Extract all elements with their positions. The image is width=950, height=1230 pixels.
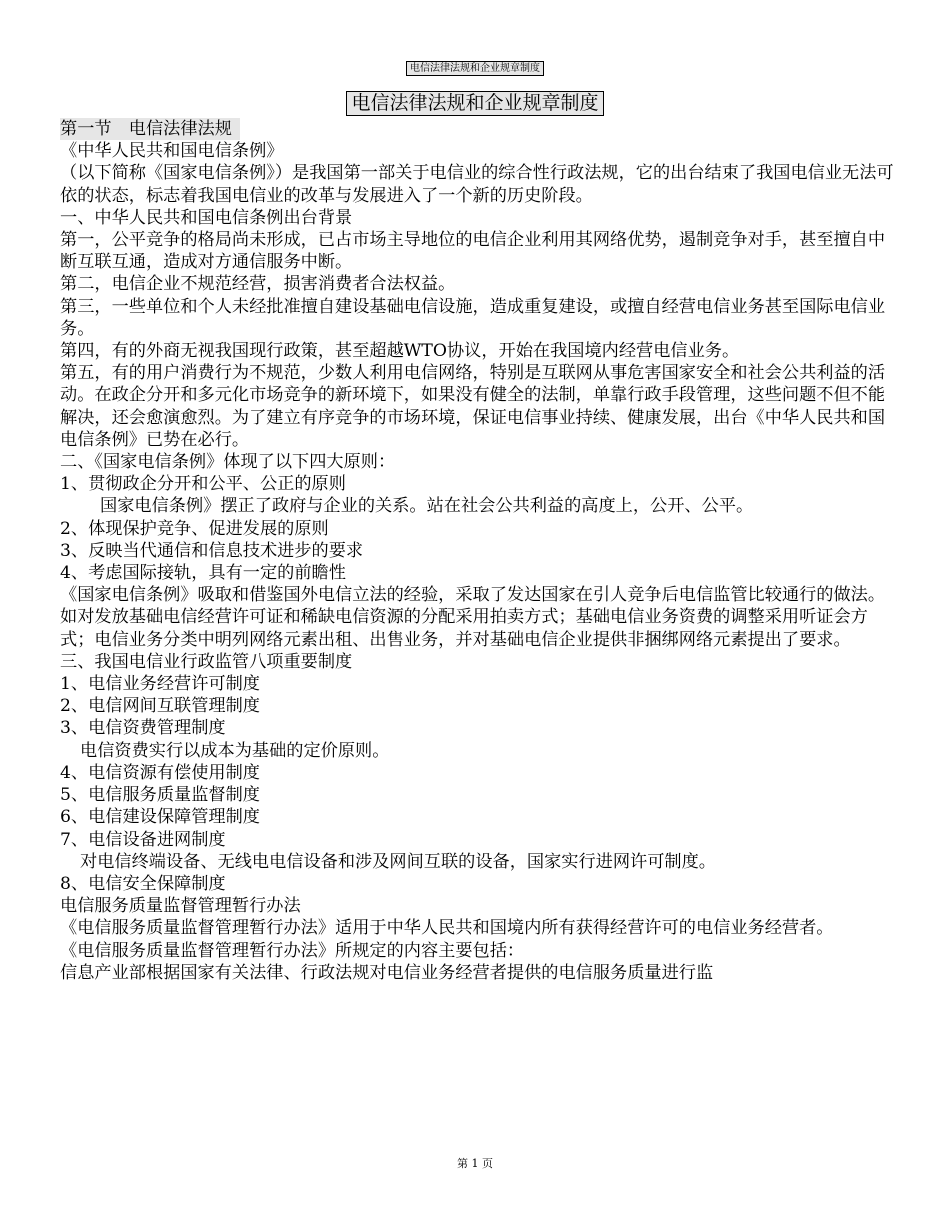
paragraph-fifth: 第五，有的用户消费行为不规范，少数人利用电信网络，特别是互联网从事危害国家安全和社会公共利益的活动。在政企分开和多元化市场竞争的新环境下，如果没有健全的法制，单靠行政手段管理，这些问题不但不能解决，还会愈演愈烈。为了建立有序竞争的市场环境，保证电信事业持续、健康发展，出台《中华人民共和国电信条例》已势在必行。: [60, 363, 886, 450]
page-footer: [0, 1157, 950, 1171]
paragraph-supervision: 信息产业部根据国家有关法律、行政法规对电信业务经营者提供的电信服务质量进行监: [60, 962, 714, 983]
principle-2: 2、体现保护竞争、促进发展的原则: [60, 518, 329, 539]
heading-principles: 二、《国家电信条例》体现了以下四大原则：: [60, 452, 396, 473]
running-header: [0, 56, 950, 76]
system-3: 3、电信资费管理制度: [60, 718, 226, 739]
system-3-detail: 电信资费实行以成本为基础的定价原则。: [80, 740, 390, 761]
system-7-detail: 对电信终端设备、无线电电信设备和涉及网间互联的设备，国家实行进网许可制度。: [80, 851, 716, 872]
system-2: 2、电信网间互联管理制度: [60, 696, 260, 717]
system-5: 5、电信服务质量监督制度: [60, 785, 260, 806]
paragraph-scope: 《电信服务质量监督管理暂行办法》适用于中华人民共和国境内所有获得经营许可的电信业务经营者。: [60, 918, 834, 939]
heading-service-quality: 电信服务质量监督管理暂行办法: [60, 896, 301, 917]
principle-4: 4、考虑国际接轨，具有一定的前瞻性: [60, 563, 346, 584]
principle-1: 1、贯彻政企分开和公平、公正的原则: [60, 474, 346, 495]
section-heading: 第一节 电信法律法规: [60, 118, 240, 140]
document-title: [0, 91, 950, 116]
system-7: 7、电信设备进网制度: [60, 829, 226, 850]
paragraph-intro: （以下简称《国家电信条例》）是我国第一部关于电信业的综合性行政法规，它的出台结束了我国电信业无法可依的状态，标志着我国电信业的改革与发展进入了一个新的历史阶段。: [60, 163, 894, 206]
paragraph-foreign-experience: 《国家电信条例》吸取和借鉴国外电信立法的经验，采取了发达国家在引人竞争后电信监管比较通行的做法。如对发放基础电信经营许可证和稀缺电信资源的分配采用拍卖方式；基础电信业务资费的调整采用听证会方式；电信业务分类中明列网络元素出租、出售业务，并对基础电信企业提供非捆绑网络元素提出了要求。: [60, 585, 886, 650]
system-6: 6、电信建设保障管理制度: [60, 807, 260, 828]
system-8: 8、电信安全保障制度: [60, 873, 226, 894]
paragraph-fourth: 第四，有的外商无视我国现行政策，甚至超越WTO协议，开始在我国境内经营电信业务。: [60, 341, 740, 362]
paragraph-law-title: 《中华人民共和国电信条例》: [60, 141, 284, 162]
page-number: 第 1 页: [457, 1157, 493, 1170]
principle-3: 3、反映当代通信和信息技术进步的要求: [60, 540, 364, 561]
heading-eight-systems: 三、我国电信业行政监管八项重要制度: [60, 651, 353, 672]
system-1: 1、电信业务经营许可制度: [60, 674, 260, 695]
running-header-text: 电信法律法规和企业规章制度: [406, 61, 544, 76]
paragraph-first: 第一，公平竞争的格局尚未形成，已占市场主导地位的电信企业利用其网络优势，遏制竞争对手，甚至擅自中断互联互通，造成对方通信服务中断。: [60, 230, 886, 273]
paragraph-third: 第三，一些单位和个人未经批准擅自建设基础电信设施，造成重复建设，或擅自经营电信业务甚至国际电信业务。: [60, 296, 886, 339]
document-body: [60, 118, 900, 984]
paragraph-second: 第二，电信企业不规范经营，损害消费者合法权益。: [60, 274, 456, 295]
heading-background: 一、中华人民共和国电信条例出台背景: [60, 207, 353, 228]
paragraph-contents: 《电信服务质量监督管理暂行办法》所规定的内容主要包括：: [60, 940, 525, 961]
document-title-text: 电信法律法规和企业规章制度: [346, 91, 603, 116]
principle-1-detail: 国家电信条例》摆正了政府与企业的关系。站在社会公共利益的高度上，公开、公平。: [100, 496, 754, 517]
system-4: 4、电信资源有偿使用制度: [60, 762, 260, 783]
